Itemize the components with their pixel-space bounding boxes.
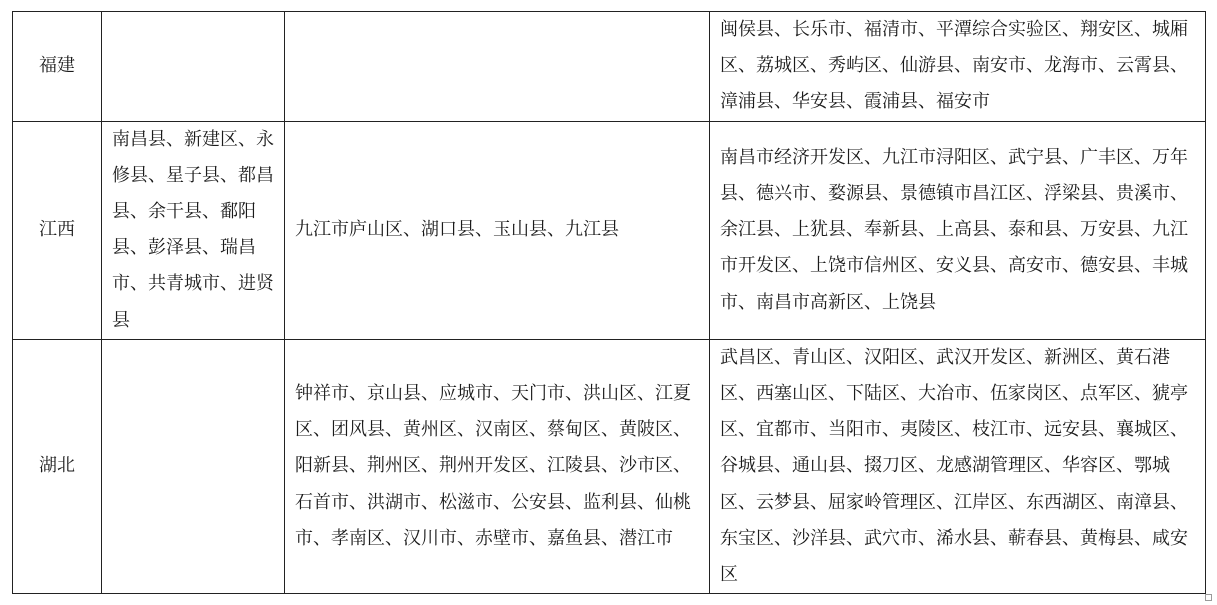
county-list-cell-c: 南昌市经济开发区、九江市浔阳区、武宁县、广丰区、万年县、德兴市、婺源县、景德镇市昌江区、浮梁县、贵溪市、余江县、上犹县、奉新县、上高县、泰和县、万安县、九江市开发区、上饶市信州区、安义县、高安市、德安县、丰城市、南昌市高新区、上饶县 <box>710 121 1206 339</box>
province-cell: 江西 <box>13 121 102 339</box>
table-row-hubei <box>13 339 1206 593</box>
county-list-cell-a: 南昌县、新建区、永修县、星子县、都昌县、余干县、鄱阳县、彭泽县、瑞昌市、共青城市、进贤县 <box>102 121 285 339</box>
county-list-cell-c: 武昌区、青山区、汉阳区、武汉开发区、新洲区、黄石港区、西塞山区、下陆区、大冶市、伍家岗区、点军区、猇亭区、宜都市、当阳市、夷陵区、枝江市、远安县、襄城区、谷城县、通山县、掇刀区、龙感湖管理区、华容区、鄂城区、云梦县、屈家岭管理区、江岸区、东西湖区、南漳县、东宝区、沙洋县、武穴市、浠水县、蕲春县、黄梅县、咸安区 <box>710 339 1206 593</box>
table-row-fujian <box>13 12 1206 122</box>
province-cell: 湖北 <box>13 339 102 593</box>
province-cell: 福建 <box>13 12 102 122</box>
table-resize-handle[interactable] <box>1205 594 1212 601</box>
county-list-cell-a <box>102 339 285 593</box>
county-list-cell-b: 九江市庐山区、湖口县、玉山县、九江县 <box>285 121 710 339</box>
county-list-cell-b <box>285 12 710 122</box>
county-list-cell-b: 钟祥市、京山县、应城市、天门市、洪山区、江夏区、团风县、黄州区、汉南区、蔡甸区、黄陂区、阳新县、荆州区、荆州开发区、江陵县、沙市区、石首市、洪湖市、松滋市、公安县、监利县、仙桃市、孝南区、汉川市、赤壁市、嘉鱼县、潜江市 <box>285 339 710 593</box>
county-list-cell-c: 闽侯县、长乐市、福清市、平潭综合实验区、翔安区、城厢区、荔城区、秀屿区、仙游县、南安市、龙海市、云霄县、漳浦县、华安县、霞浦县、福安市 <box>710 12 1206 122</box>
table-row-jiangxi <box>13 121 1206 339</box>
region-table <box>12 11 1206 594</box>
county-list-cell-a <box>102 12 285 122</box>
